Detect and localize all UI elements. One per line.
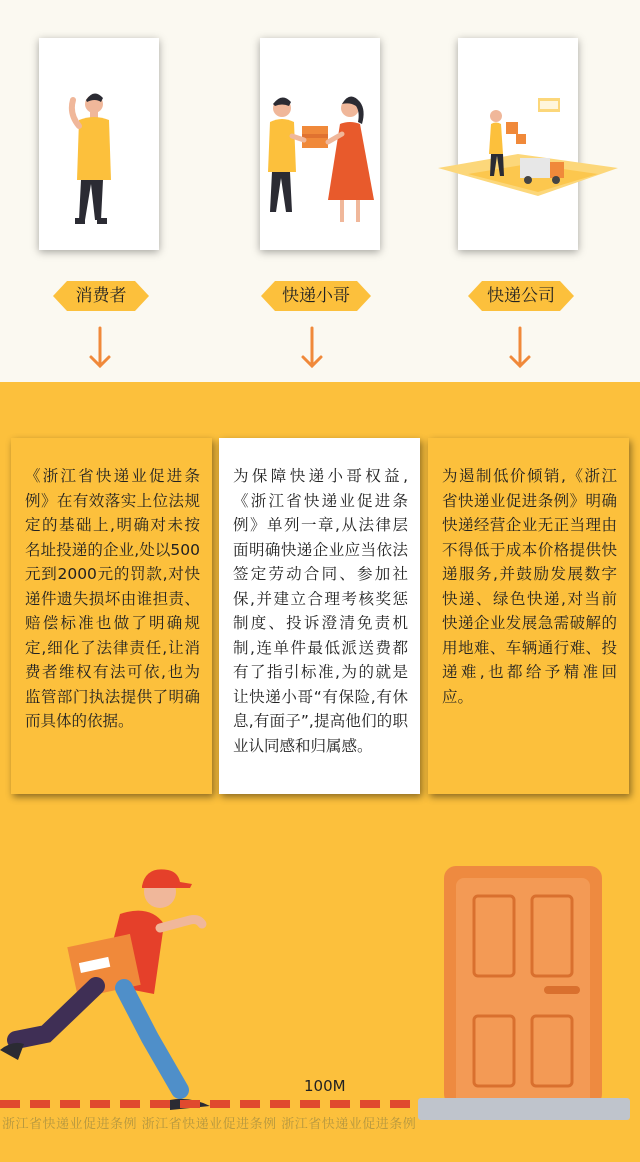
role-label-courier: 快递小哥 <box>282 286 350 306</box>
courier-paragraph: 为保障快递小哥权益,《浙江省快递业促进条例》单列一章,从法律层面明确快递企业应当依法签定劳动合同、参加社保,并建立合理考核奖惩制度、投诉澄清免责机制,连单件最低派送费都有了指引标准,为的就是让快递小哥“有保险,有休息,有面子”,提高他们的职业认同感和归属感。 <box>233 467 408 755</box>
company-paragraph: 为遏制低价倾销,《浙江省快递业促进条例》明确快递经营企业无正当理由不得低于成本价格提供快递服务,并鼓励发展数字快递、绿色快递,对当前快递企业发展急需破解的用地难、车辆通行难、投递难,也都给予精准回应。 <box>442 467 617 706</box>
track-dashed-line <box>0 1100 420 1108</box>
watermark-text: 浙江省快递业促进条例 浙江省快递业促进条例 浙江省快递业促进条例 <box>2 1117 417 1132</box>
consumer-paragraph: 《浙江省快递业促进条例》在有效落实上位法规定的基础上,明确对未按名址投递的企业,处以500元到2000元的罚款,对快递件遗失损坏由谁担责、赔偿标准也做了明确规定,细化了法律责任,让消费者维权有法可依,也为监管部门执法提供了明确而具体的依据。 <box>25 467 200 730</box>
consumer-text-box <box>11 438 212 794</box>
arrow-down-icon <box>508 326 532 370</box>
door-illustration <box>444 866 602 1106</box>
role-tag-courier <box>275 281 357 311</box>
consumer-illustration-card <box>39 38 159 250</box>
consumer-illustration <box>39 38 159 250</box>
courier-illustration <box>260 38 380 250</box>
role-tag-consumer <box>67 281 135 311</box>
company-illustration-card <box>458 38 578 250</box>
running-courier-illustration <box>0 862 220 1122</box>
role-label-consumer: 消费者 <box>75 286 127 306</box>
arrow-down-icon <box>88 326 112 370</box>
company-illustration <box>438 38 620 250</box>
role-tag-company <box>482 281 560 311</box>
role-label-company: 快递公司 <box>487 286 555 306</box>
door-floor-step <box>418 1098 630 1120</box>
courier-illustration-card <box>260 38 380 250</box>
company-text-box <box>428 438 629 794</box>
courier-text-box <box>219 438 420 794</box>
arrow-down-icon <box>300 326 324 370</box>
distance-label: 100M <box>304 1077 346 1095</box>
